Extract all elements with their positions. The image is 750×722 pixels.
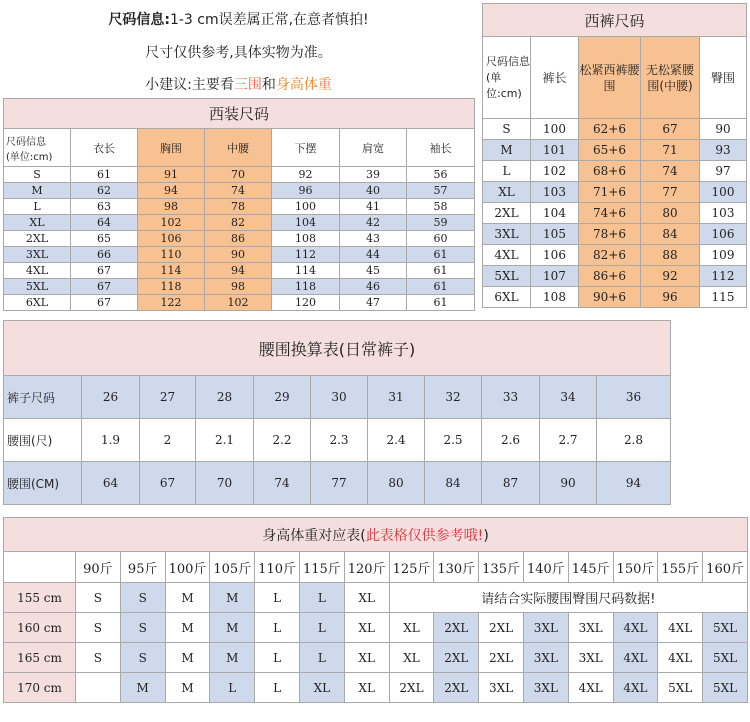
hw-size-cell: 4XL [568, 673, 613, 703]
suit-cell: 102 [205, 295, 272, 311]
pants-cell: 5XL [483, 266, 531, 287]
pants-cell: 71 [641, 140, 700, 161]
pants-cell: 96 [641, 287, 700, 308]
suit-cell: S [4, 167, 71, 183]
suit-row [4, 279, 475, 295]
waist-sizes-cell: 33 [482, 376, 540, 419]
waist-sizes-cell: 36 [597, 376, 671, 419]
waist-chi-cell: 1.9 [82, 419, 140, 462]
hw-size-cell: XL [299, 673, 344, 703]
suit-cell: 61 [71, 167, 138, 183]
pants-row [483, 266, 747, 287]
hw-size-cell: 5XL [703, 613, 748, 643]
pants-cell: 106 [700, 224, 747, 245]
suit-cell: 61 [407, 247, 475, 263]
suit-cell: 39 [340, 167, 407, 183]
pants-cell: 78+6 [579, 224, 641, 245]
suit-cell: 98 [205, 279, 272, 295]
waist-cm-cell: 87 [482, 462, 540, 505]
pants-row [483, 182, 747, 203]
suit-cell: 5XL [4, 279, 71, 295]
pants-cell: 100 [531, 119, 579, 140]
pants-cell: 3XL [483, 224, 531, 245]
waist-table-title: 腰围换算表(日常裤子) [4, 321, 671, 376]
pants-cell: 2XL [483, 203, 531, 224]
suit-header-cell: 尺码信息 (单位:cm) [4, 129, 71, 167]
waist-cm-cell: 74 [254, 462, 311, 505]
weight-header-cell: 145斤 [568, 552, 613, 583]
height-cell: 165 cm [4, 643, 76, 673]
waist-sizes-cell: 30 [311, 376, 368, 419]
hw-size-cell: 5XL [703, 643, 748, 673]
pants-cell: 101 [531, 140, 579, 161]
hw-size-cell: L [255, 613, 300, 643]
hw-size-cell: S [76, 583, 121, 613]
suit-cell: 44 [340, 247, 407, 263]
suit-row [4, 183, 475, 199]
pants-cell: 71+6 [579, 182, 641, 203]
weight-header-cell: 110斤 [255, 552, 300, 583]
suit-cell: 61 [407, 279, 475, 295]
weight-header-cell: 90斤 [76, 552, 121, 583]
pants-cell: 74+6 [579, 203, 641, 224]
suit-cell: 60 [407, 231, 475, 247]
weight-header-cell: 160斤 [703, 552, 748, 583]
suit-row [4, 295, 475, 311]
suit-cell: 110 [138, 247, 205, 263]
suit-cell: 47 [340, 295, 407, 311]
waist-sizes-cell: 29 [254, 376, 311, 419]
suit-cell: 65 [71, 231, 138, 247]
hw-size-cell: M [165, 673, 210, 703]
suit-cell: 2XL [4, 231, 71, 247]
suit-row [4, 231, 475, 247]
hw-size-cell: 4XL [613, 673, 658, 703]
suit-row [4, 167, 475, 183]
suit-cell: 122 [138, 295, 205, 311]
pants-header-cell: 裤长 [531, 37, 579, 119]
suit-cell: 112 [272, 247, 340, 263]
weight-header-cell: 115斤 [299, 552, 344, 583]
suit-row [4, 263, 475, 279]
pants-cell: 82+6 [579, 245, 641, 266]
pants-cell: 68+6 [579, 161, 641, 182]
waist-cm-label: 腰围(CM) [4, 462, 82, 505]
suit-cell: 70 [205, 167, 272, 183]
pants-cell: 115 [700, 287, 747, 308]
suit-cell: 94 [138, 183, 205, 199]
suit-row [4, 199, 475, 215]
hw-size-cell: XL [389, 643, 434, 673]
waist-sizes-cell: 32 [425, 376, 482, 419]
weight-header-cell: 125斤 [389, 552, 434, 583]
hw-size-cell: 4XL [613, 643, 658, 673]
suit-cell: 91 [138, 167, 205, 183]
pants-cell: 88 [641, 245, 700, 266]
hw-size-cell: 2XL [434, 613, 479, 643]
hw-size-cell: 2XL [479, 613, 524, 643]
hw-size-cell: 3XL [523, 673, 568, 703]
pants-cell: 65+6 [579, 140, 641, 161]
hw-size-cell: 3XL [479, 673, 524, 703]
waist-cm-cell: 64 [82, 462, 140, 505]
suit-cell: 67 [71, 295, 138, 311]
hw-row [4, 643, 748, 673]
pants-row [483, 119, 747, 140]
suit-cell: 118 [138, 279, 205, 295]
weight-header-cell: 100斤 [165, 552, 210, 583]
waist-cm-cell: 84 [425, 462, 482, 505]
hw-size-cell: 4XL [658, 643, 703, 673]
waist-conversion-table [3, 320, 671, 505]
hw-size-cell: L [299, 583, 344, 613]
weight-header-cell: 130斤 [434, 552, 479, 583]
pants-cell: 62+6 [579, 119, 641, 140]
suit-cell: 100 [272, 199, 340, 215]
hw-size-cell: 2XL [434, 643, 479, 673]
hw-size-cell: 3XL [523, 643, 568, 673]
waist-chi-cell: 2.6 [482, 419, 540, 462]
hw-size-cell [76, 673, 121, 703]
waist-chi-cell: 2.5 [425, 419, 482, 462]
hw-row [4, 583, 748, 613]
pants-cell: 103 [531, 182, 579, 203]
hw-size-cell: XL [344, 583, 389, 613]
suit-cell: 102 [138, 215, 205, 231]
info-error-note: 1-3 cm误差属正常,在意者慎拍! [169, 12, 369, 28]
waist-cm-cell: 94 [597, 462, 671, 505]
suit-table-title: 西装尺码 [4, 99, 475, 129]
hw-row [4, 613, 748, 643]
pants-cell: 90 [700, 119, 747, 140]
pants-table-title: 西裤尺码 [483, 4, 747, 37]
suit-cell: 40 [340, 183, 407, 199]
waist-sizes-cell: 28 [196, 376, 254, 419]
suit-cell: 114 [138, 263, 205, 279]
pants-row [483, 203, 747, 224]
info-line-1 [3, 9, 474, 29]
pants-cell: 80 [641, 203, 700, 224]
waist-size-label: 裤子尺码 [4, 376, 82, 419]
pants-header-cell: 无松紧腰围(中腰) [641, 37, 700, 119]
waist-chi-cell: 2.4 [368, 419, 425, 462]
pants-cell: S [483, 119, 531, 140]
pants-cell: 84 [641, 224, 700, 245]
suit-header-cell: 肩宽 [340, 129, 407, 167]
highlight-height-weight: 身高体重 [275, 77, 332, 93]
suit-cell: 58 [407, 199, 475, 215]
suit-cell: XL [4, 215, 71, 231]
hw-size-cell: M [120, 673, 165, 703]
suit-cell: 66 [71, 247, 138, 263]
suit-cell: 41 [340, 199, 407, 215]
hw-size-cell: M [165, 613, 210, 643]
hw-size-cell: M [165, 583, 210, 613]
suit-cell: 96 [272, 183, 340, 199]
hw-size-cell: S [120, 613, 165, 643]
pants-cell: 67 [641, 119, 700, 140]
pants-cell: 92 [641, 266, 700, 287]
info-label: 尺码信息: [108, 12, 170, 28]
hw-size-cell: L [255, 673, 300, 703]
pants-cell: 102 [531, 161, 579, 182]
suit-cell: 74 [205, 183, 272, 199]
suit-cell: 90 [205, 247, 272, 263]
weight-header-cell: 155斤 [658, 552, 703, 583]
waist-chi-cell: 2 [140, 419, 196, 462]
hw-size-cell: 3XL [568, 613, 613, 643]
pants-header-cell: 臀围 [700, 37, 747, 119]
height-weight-table [3, 517, 748, 703]
pants-cell: 108 [531, 287, 579, 308]
suit-cell: 114 [272, 263, 340, 279]
suit-cell: 42 [340, 215, 407, 231]
hw-size-cell: XL [389, 613, 434, 643]
suit-cell: 63 [71, 199, 138, 215]
pants-cell: 97 [700, 161, 747, 182]
suit-row [4, 215, 475, 231]
suit-cell: 108 [272, 231, 340, 247]
suit-cell: 45 [340, 263, 407, 279]
hw-size-cell: 4XL [613, 613, 658, 643]
weight-header-cell: 150斤 [613, 552, 658, 583]
hw-title-note: 此表格仅供参考哦! [365, 527, 484, 544]
hw-size-cell: 3XL [568, 643, 613, 673]
pants-header-cell: 松紧西裤腰围 [579, 37, 641, 119]
pants-header-cell: 尺码信息(单位:cm) [483, 37, 531, 119]
suit-cell: 86 [205, 231, 272, 247]
waist-sizes-cell: 34 [540, 376, 597, 419]
hw-size-cell: S [76, 643, 121, 673]
suit-cell: 3XL [4, 247, 71, 263]
pants-cell: L [483, 161, 531, 182]
pants-cell: 100 [700, 182, 747, 203]
waist-cm-cell: 90 [540, 462, 597, 505]
pants-cell: 103 [700, 203, 747, 224]
waist-chi-cell: 2.7 [540, 419, 597, 462]
suit-cell: 67 [71, 263, 138, 279]
suit-header-cell: 中腰 [205, 129, 272, 167]
suit-cell: 98 [138, 199, 205, 215]
suit-cell: 43 [340, 231, 407, 247]
suit-cell: 92 [272, 167, 340, 183]
hw-size-cell: L [255, 583, 300, 613]
suit-cell: 62 [71, 183, 138, 199]
hw-size-cell: L [255, 643, 300, 673]
pants-row [483, 161, 747, 182]
pants-cell: 105 [531, 224, 579, 245]
pants-cell: 74 [641, 161, 700, 182]
pants-cell: 4XL [483, 245, 531, 266]
pants-cell: 106 [531, 245, 579, 266]
suit-cell: 61 [407, 263, 475, 279]
suit-cell: 61 [407, 295, 475, 311]
hw-size-cell: L [210, 673, 255, 703]
suit-cell: 94 [205, 263, 272, 279]
pants-row [483, 224, 747, 245]
suit-header-cell: 胸围 [138, 129, 205, 167]
suit-header-cell: 下摆 [272, 129, 340, 167]
waist-cm-cell: 77 [311, 462, 368, 505]
suit-cell: 57 [407, 183, 475, 199]
waist-sizes-cell: 27 [140, 376, 196, 419]
suit-cell: 56 [407, 167, 475, 183]
suit-cell: M [4, 183, 71, 199]
highlight-measurements: 三围 [233, 77, 262, 93]
suit-cell: 118 [272, 279, 340, 295]
hw-size-cell: XL [344, 673, 389, 703]
waist-cm-cell: 80 [368, 462, 425, 505]
hw-size-cell: S [120, 583, 165, 613]
pants-cell: 77 [641, 182, 700, 203]
pants-cell: M [483, 140, 531, 161]
hw-row [4, 673, 748, 703]
hw-table-title: 身高体重对应表(此表格仅供参考哦!) [4, 518, 748, 552]
hw-size-cell: M [165, 643, 210, 673]
waist-chi-cell: 2.3 [311, 419, 368, 462]
suit-header-cell: 袖长 [407, 129, 475, 167]
pants-cell: 104 [531, 203, 579, 224]
waist-sizes-cell: 31 [368, 376, 425, 419]
suit-cell: 82 [205, 215, 272, 231]
pants-cell: 107 [531, 266, 579, 287]
hw-size-cell: 4XL [658, 613, 703, 643]
hw-size-cell: L [299, 643, 344, 673]
waist-chi-cell: 2.2 [254, 419, 311, 462]
pants-row [483, 287, 747, 308]
height-cell: 160 cm [4, 613, 76, 643]
info-line-2: 尺寸仅供参考,具体实物为准。 [145, 45, 332, 61]
suit-cell: 4XL [4, 263, 71, 279]
hw-note: 请结合实际腰围臀围尺码数据! [389, 583, 747, 613]
suit-cell: 106 [138, 231, 205, 247]
waist-chi-label: 腰围(尺) [4, 419, 82, 462]
waist-cm-cell: 67 [140, 462, 196, 505]
weight-header-cell: 140斤 [523, 552, 568, 583]
hw-size-cell: 2XL [434, 673, 479, 703]
weight-header-cell: 105斤 [210, 552, 255, 583]
pants-cell: 112 [700, 266, 747, 287]
suit-cell: 6XL [4, 295, 71, 311]
suit-cell: 78 [205, 199, 272, 215]
suit-header-cell: 衣长 [71, 129, 138, 167]
weight-header-cell: 120斤 [344, 552, 389, 583]
hw-size-cell: 5XL [658, 673, 703, 703]
pants-size-table [482, 3, 747, 308]
waist-chi-cell: 2.1 [196, 419, 254, 462]
pants-cell: 93 [700, 140, 747, 161]
suit-cell: L [4, 199, 71, 215]
suit-size-table [3, 98, 475, 311]
pants-row [483, 245, 747, 266]
suit-row [4, 247, 475, 263]
suit-cell: 64 [71, 215, 138, 231]
hw-size-cell: XL [344, 643, 389, 673]
weight-header-cell: 135斤 [479, 552, 524, 583]
hw-size-cell: M [210, 613, 255, 643]
hw-size-cell: XL [344, 613, 389, 643]
hw-size-cell: M [210, 643, 255, 673]
weight-header-cell: 95斤 [120, 552, 165, 583]
hw-size-cell: M [210, 583, 255, 613]
hw-size-cell: 3XL [523, 613, 568, 643]
size-info-panel [3, 3, 474, 98]
pants-cell: XL [483, 182, 531, 203]
suit-cell: 104 [272, 215, 340, 231]
pants-cell: 109 [700, 245, 747, 266]
info-line-3: 小建议:主要看三围和身高体重 [145, 77, 332, 93]
hw-size-cell: 5XL [703, 673, 748, 703]
height-cell: 170 cm [4, 673, 76, 703]
pants-cell: 86+6 [579, 266, 641, 287]
hw-size-cell: L [299, 613, 344, 643]
suit-cell: 67 [71, 279, 138, 295]
waist-chi-cell: 2.8 [597, 419, 671, 462]
suit-cell: 46 [340, 279, 407, 295]
suit-cell: 120 [272, 295, 340, 311]
pants-cell: 6XL [483, 287, 531, 308]
pants-row [483, 140, 747, 161]
waist-cm-cell: 70 [196, 462, 254, 505]
hw-size-cell: 2XL [479, 643, 524, 673]
hw-corner [4, 552, 76, 583]
hw-size-cell: S [120, 643, 165, 673]
suit-cell: 59 [407, 215, 475, 231]
pants-cell: 90+6 [579, 287, 641, 308]
waist-sizes-cell: 26 [82, 376, 140, 419]
hw-size-cell: S [76, 613, 121, 643]
height-cell: 155 cm [4, 583, 76, 613]
hw-size-cell: 2XL [389, 673, 434, 703]
